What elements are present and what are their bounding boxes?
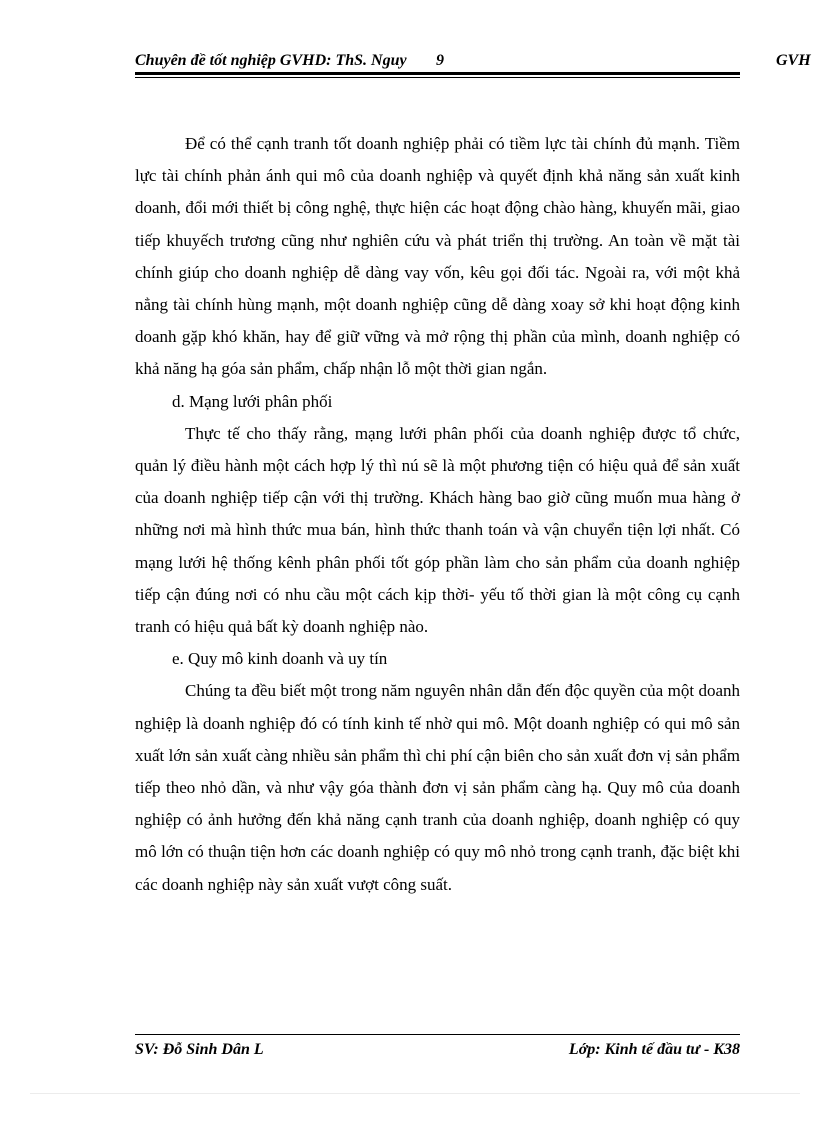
paragraph-business-scale: Chúng ta đều biết một trong năm nguyên nhân dẫn đến độc quyền của một doanh nghiệp là doanh nghiệp đó có tính kinh tế nhờ qui mô. Một doanh nghiệp có qui mô sản xuất lớn sản xuất càng nhiều sản phẩm thì chi phí cận biên cho sản xuất đơn vị sản phẩm tiếp theo nhỏ dần, và như vậy góa thành đơn vị sản phẩm càng hạ. Quy mô của doanh nghiệp có ảnh hưởng đến khả năng cạnh tranh của doanh nghiệp, doanh nghiệp có quy mô lớn có thuận tiện hơn các doanh nghiệp có quy mô nhỏ trong cạnh tranh, đặc biệt khi các doanh nghiệp này sản xuất vượt công suất. [135,681,740,894]
document-body [135,128,740,901]
section-heading-business-scale: e. Quy mô kinh doanh và uy tín [172,649,388,669]
paragraph-financial-capacity: Để có thể cạnh tranh tốt doanh nghiệp phải có tiềm lực tài chính đủ mạnh. Tiềm lực tài chính phản ánh qui mô của doanh nghiệp và quyết định khả năng sản xuất kinh doanh, đổi mới thiết bị công nghệ, thực hiện các hoạt động chào hàng, khuyến mãi, giao tiếp khuyếch trương cũng như nghiên cứu và phát triển thị trường. An toàn về mặt tài chính giúp cho doanh nghiệp dễ dàng vay vốn, kêu gọi đối tác. Ngoài ra, với một khả nẳng tài chính hùng mạnh, một doanh nghiệp cũng dễ dàng xoay sở khi hoạt động kinh doanh gặp khó khăn, hay để giữ vững và mở rộng thị phần của mình, doanh nghiệp có khả năng hạ góa sản phẩm, chấp nhận lỗ một thời gian ngắn. [135,134,740,379]
header-rule-thick [135,72,740,75]
header-title: Chuyên đề tốt nghiệp GVHD: ThS. Nguy [135,52,407,69]
footer-rule [135,1034,740,1035]
section-heading-distribution-network: d. Mạng lưới phân phối [172,391,333,411]
footer-student: SV: Đỗ Sinh Dân L [135,1041,264,1058]
header-right-text: GVH [776,52,811,69]
page-bottom-edge [30,1093,800,1094]
footer-class: Lớp: Kinh tế đầu tư - K38 [568,1041,740,1058]
paragraph-distribution-network: Thực tế cho thấy rằng, mạng lưới phân phối của doanh nghiệp được tổ chức, quản lý điều hành một cách hợp lý thì nú sẽ là một phương tiện có hiệu quả để sản xuất của doanh nghiệp tiếp cận với thị trường. Khách hàng bao giờ cũng muốn mua hàng ở những nơi mà hình thức mua bán, hình thức thanh toán và vận chuyển tiện lợi nhất. Có mạng lưới hệ thống kênh phân phối tốt góp phần làm cho sản phẩm của doanh nghiệp tiếp cận đúng nơi có nhu cầu một cách kịp thời- yếu tố thời gian là một công cụ cạnh tranh có hiệu quả bất kỳ doanh nghiệp nào. [135,423,740,637]
header-rule-thin [135,77,740,78]
page-number: 9 [436,52,444,69]
